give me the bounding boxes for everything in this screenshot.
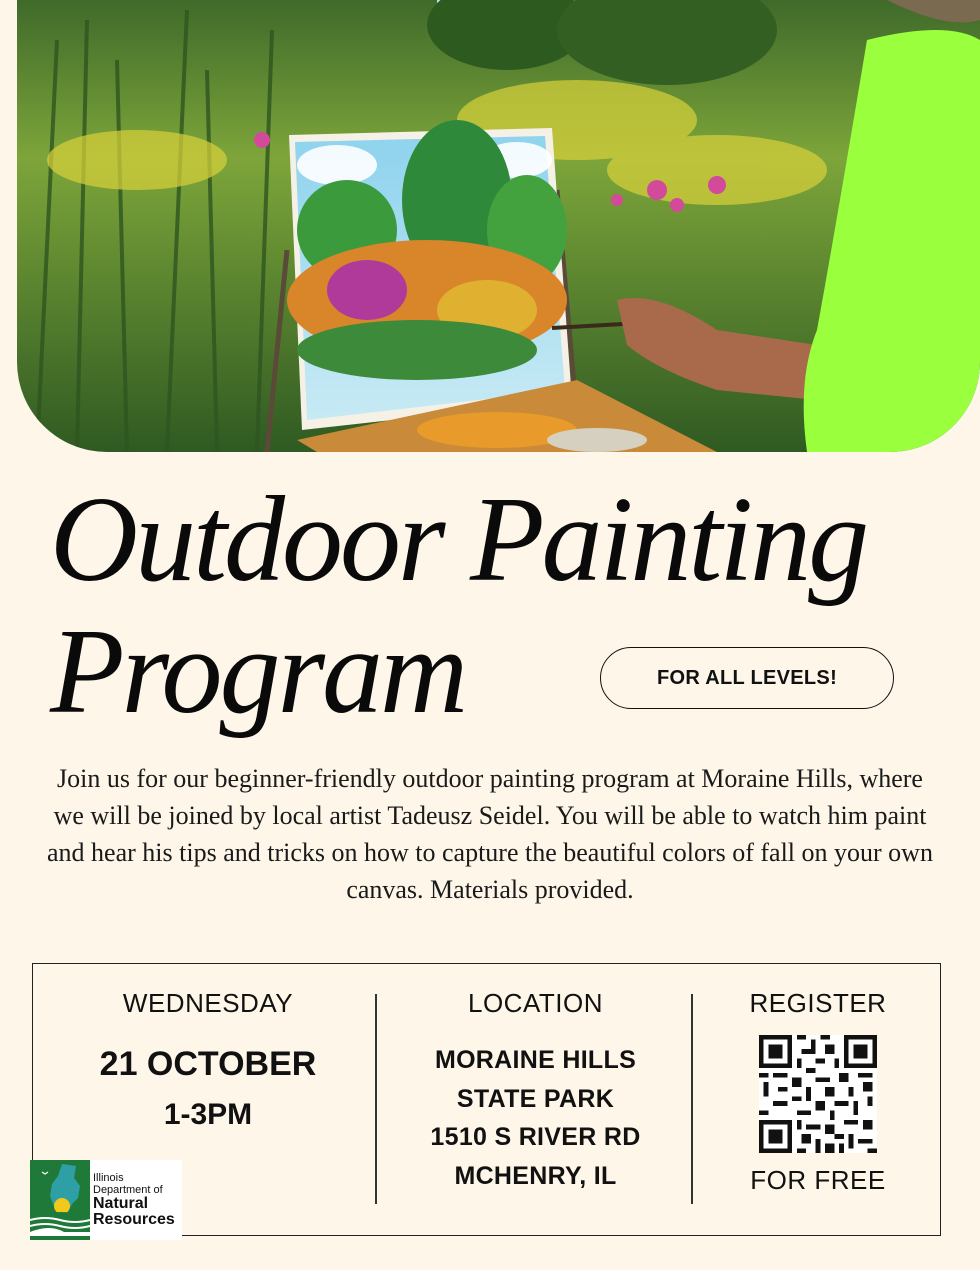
page-title-line-2: Program — [50, 604, 466, 739]
all-levels-badge: FOR ALL LEVELS! — [600, 647, 894, 709]
location-address — [388, 1041, 683, 1195]
location-heading: LOCATION — [468, 988, 603, 1018]
register-footer: FOR FREE — [750, 1165, 886, 1195]
register-heading: REGISTER — [749, 988, 887, 1018]
register-column — [713, 964, 923, 1196]
idnr-logo-icon — [30, 1160, 90, 1240]
date-column — [53, 964, 363, 1132]
qr-code-icon[interactable] — [758, 1035, 878, 1153]
location-line: MCHENRY, IL — [454, 1161, 617, 1190]
column-divider — [375, 994, 377, 1204]
logo-line: Department of — [93, 1184, 163, 1196]
location-column — [388, 964, 683, 1195]
location-line: MORAINE HILLS — [434, 1046, 637, 1074]
logo-line: Natural — [93, 1195, 149, 1212]
weekday-heading: WEDNESDAY — [122, 988, 294, 1018]
hero-photo — [17, 0, 980, 452]
landscape-painting-photo — [17, 0, 980, 452]
idnr-logo-text — [90, 1160, 175, 1240]
logo-line: Illinois — [93, 1172, 124, 1184]
page-title-line-1: Outdoor Painting — [50, 472, 867, 607]
idnr-logo — [30, 1160, 182, 1240]
intro-paragraph: Join us for our beginner-friendly outdoor painting program at Moraine Hills, where we will be joined by local artist Tadeusz Seidel. You will be able to watch him paint and hear his tips and tricks on how to capture the beautiful colors of fall on your own canvas. Materials provided. — [47, 764, 933, 904]
location-line: STATE PARK — [456, 1084, 615, 1113]
column-divider — [691, 994, 693, 1204]
event-time: 1-3PM — [163, 1098, 253, 1131]
logo-line: Resources — [93, 1211, 175, 1228]
event-date: 21 OCTOBER — [99, 1045, 317, 1083]
location-line: 1510 S RIVER RD — [430, 1123, 641, 1151]
